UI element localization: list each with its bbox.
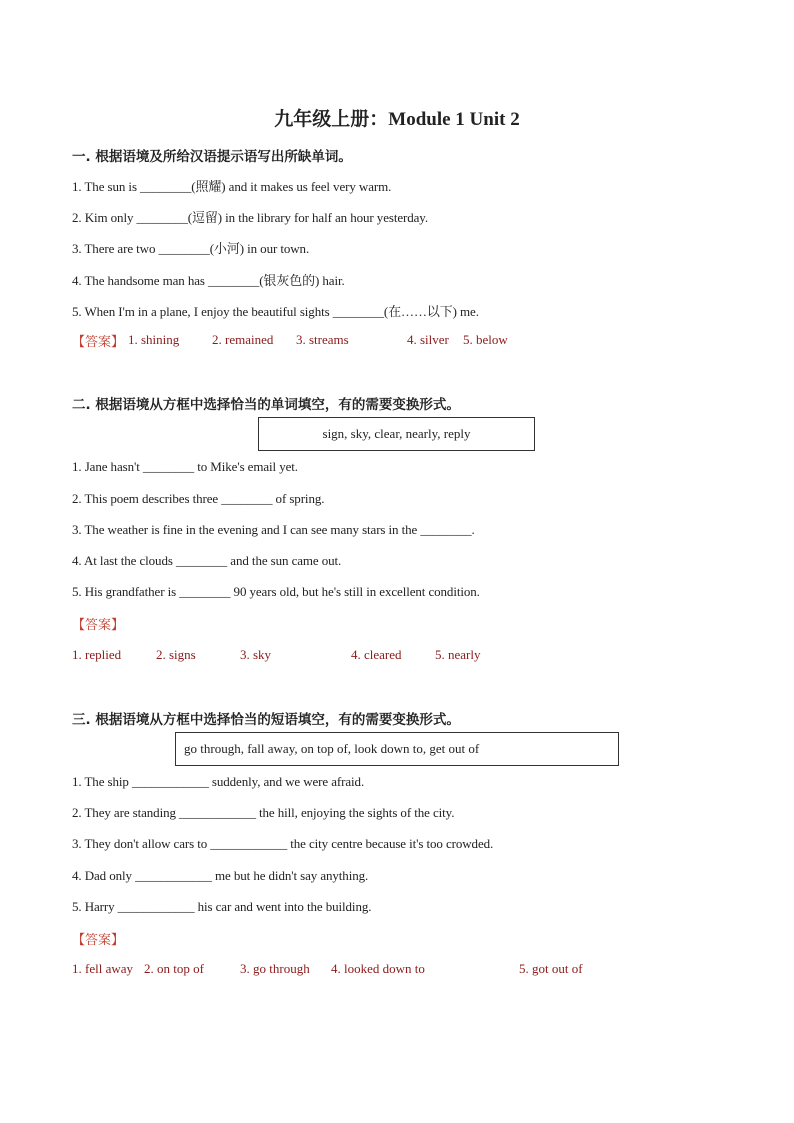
answer: 2. on top of — [144, 961, 204, 976]
question: 3. The weather is fine in the evening and I can see many stars in the ________. — [72, 522, 475, 537]
section-2-heading: 二. 根据语境从方框中选择恰当的单词填空，有的需要变换形式。 — [72, 397, 460, 413]
word-box — [258, 417, 535, 451]
question: 2. Kim only ________(逗留) in the library for half an hour yesterday. — [72, 210, 429, 225]
answer: 3. go through — [240, 961, 310, 976]
answer: 2. signs — [156, 647, 196, 662]
word-box-text: sign, sky, clear, nearly, reply — [322, 426, 471, 441]
question: 1. Jane hasn't ________ to Mike's email yet. — [72, 459, 298, 474]
answer: 1. shining — [128, 332, 180, 347]
answer-label: 【答案】 — [72, 618, 125, 633]
answer: 5. nearly — [435, 647, 481, 662]
question: 2. This poem describes three ________ of spring. — [72, 491, 325, 506]
question: 3. There are two ________(小河) in our town. — [72, 241, 310, 256]
question: 4. At last the clouds ________ and the sun came out. — [72, 553, 342, 568]
page-title: 九年级上册：Module 1 Unit 2 — [274, 109, 520, 130]
question: 1. The sun is ________(照耀) and it makes us feel very warm. — [72, 179, 392, 194]
answer: 1. replied — [72, 647, 122, 662]
phrase-box — [175, 732, 619, 766]
question: 5. Harry ____________ his car and went into the building. — [72, 899, 372, 914]
section-1-heading: 一. 根据语境及所给汉语提示语写出所缺单词。 — [72, 149, 352, 165]
question: 5. His grandfather is ________ 90 years old, but he's still in excellent condition. — [72, 584, 480, 599]
section-3-heading: 三. 根据语境从方框中选择恰当的短语填空，有的需要变换形式。 — [72, 712, 460, 728]
answer: 1. fell away — [72, 961, 134, 976]
answer: 5. below — [463, 332, 508, 347]
answer: 3. streams — [296, 332, 349, 347]
question: 4. Dad only ____________ me but he didn't say anything. — [72, 868, 369, 883]
question: 4. The handsome man has ________(银灰色的) hair. — [72, 273, 345, 288]
answer: 2. remained — [212, 332, 274, 347]
answer-label: 【答案】 — [72, 335, 125, 350]
answer: 5. got out of — [519, 961, 583, 976]
question: 1. The ship ____________ suddenly, and we were afraid. — [72, 774, 365, 789]
answer: 4. silver — [407, 332, 449, 347]
question: 5. When I'm in a plane, I enjoy the beautiful sights ________(在……以下) me. — [72, 304, 479, 319]
question: 3. They don't allow cars to ____________ the city centre because it's too crowded. — [72, 836, 494, 851]
question: 2. They are standing ____________ the hill, enjoying the sights of the city. — [72, 805, 455, 820]
answer-label: 【答案】 — [72, 933, 125, 948]
answer: 4. looked down to — [331, 961, 425, 976]
phrase-box-text: go through, fall away, on top of, look down to, get out of — [184, 741, 480, 756]
answer: 3. sky — [240, 647, 272, 662]
answer: 4. cleared — [351, 647, 402, 662]
